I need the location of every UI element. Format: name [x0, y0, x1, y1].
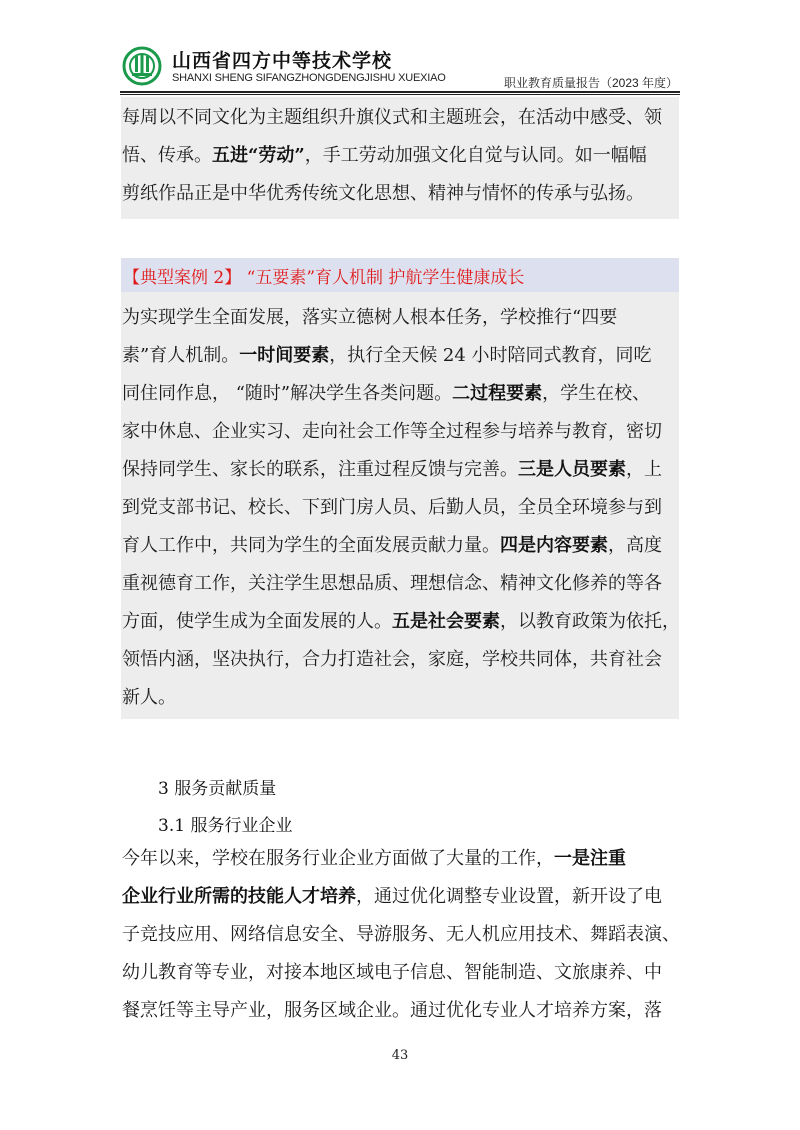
header-divider-thin	[120, 94, 680, 95]
text-line	[122, 106, 662, 130]
case-title: 【典型案例 2】 “五要素”育人机制 护航学生健康成长	[123, 268, 525, 288]
plain-text: ，上	[626, 459, 662, 480]
section-heading: 3 服务贡献质量	[158, 779, 277, 799]
plain-text: 剪纸作品正是中华优秀传统文化思想、精神与情怀的传承与弘扬。	[122, 183, 644, 204]
plain-text: ，学生在校、	[542, 383, 651, 404]
text-line	[122, 496, 662, 520]
plain-text: 悟、传承。	[122, 145, 212, 166]
plain-text: 同住同作息， “随时”解决学生各类问题。	[122, 383, 453, 404]
plain-text: 重视德育工作，关注学生思想品质、理想信念、精神文化修养的等各	[122, 573, 662, 594]
plain-text: 方面，使学生成为全面发展的人。	[122, 611, 392, 632]
emphasis-text: 五是社会要素	[392, 611, 500, 632]
text-line	[122, 344, 652, 368]
text-line	[122, 306, 617, 330]
text-line	[122, 534, 662, 558]
emphasis-text: 一时间要素	[239, 345, 330, 366]
plain-text: 幼儿教育等专业，对接本地区域电子信息、智能制造、文旅康养、中	[122, 962, 662, 983]
text-line	[122, 420, 662, 444]
text-line	[122, 610, 680, 634]
emphasis-text: 四是内容要素	[500, 535, 608, 556]
school-logo-icon	[122, 46, 162, 86]
plain-text: 为实现学生全面发展，落实立德树人根本任务，学校推行“四要	[122, 307, 618, 328]
text-line	[122, 648, 662, 672]
emphasis-text: 三是人员要素	[518, 459, 626, 480]
plain-text: 保持同学生、家长的联系，注重过程反馈与完善。	[122, 459, 518, 480]
text-line	[122, 686, 176, 710]
plain-text: 餐烹饪等主导产业，服务区域企业。通过优化专业人才培养方案，落	[122, 1000, 662, 1021]
text-line	[122, 458, 662, 482]
plain-text: 子竞技应用、网络信息安全、导游服务、无人机应用技术、舞蹈表演、	[122, 924, 680, 945]
section-subheading: 3.1 服务行业企业	[158, 816, 293, 836]
header-divider	[120, 91, 680, 93]
plain-text: 领悟内涵，坚决执行，合力打造社会，家庭，学校共同体，共育社会	[122, 649, 662, 670]
report-title: 职业教育质量报告（2023 年度）	[503, 76, 678, 90]
emphasis-text: 五进“劳动”	[212, 145, 305, 166]
emphasis-text: 二过程要素	[452, 383, 543, 404]
plain-text: 新人。	[122, 687, 176, 708]
plain-text: ，执行全天候 24 小时陪同式教育，同吃	[329, 345, 652, 366]
plain-text: 到党支部书记、校长、下到门房人员、后勤人员，全员全环境参与到	[122, 497, 662, 518]
page-number: 43	[391, 1048, 409, 1063]
plain-text: 家中休息、企业实习、走向社会工作等全过程参与培养与教育，密切	[122, 421, 662, 442]
plain-text: 育人工作中，共同为学生的全面发展贡献力量。	[122, 535, 500, 556]
text-line	[122, 999, 662, 1023]
page-header	[120, 40, 680, 90]
plain-text: ，手工劳动加强文化自觉与认同。如一幅幅	[304, 145, 647, 166]
text-line	[122, 885, 662, 909]
text-line	[122, 961, 662, 985]
emphasis-text: 企业行业所需的技能人才培养	[122, 886, 356, 907]
school-name-cn: 山西省四方中等技术学校	[172, 50, 393, 72]
school-name-en: SHANXI SHENG SIFANGZHONGDENGJISHU XUEXIAO	[172, 72, 446, 84]
text-line	[122, 144, 647, 168]
plain-text: 今年以来，学校在服务行业企业方面做了大量的工作，	[122, 848, 554, 869]
plain-text: 每周以不同文化为主题组织升旗仪式和主题班会，在活动中感受、领	[122, 107, 662, 128]
plain-text: ，高度	[608, 535, 662, 556]
text-line	[122, 182, 644, 206]
text-line	[122, 847, 626, 871]
text-line	[122, 382, 650, 406]
plain-text: ，以教育政策为依托，	[500, 611, 680, 632]
text-line	[122, 923, 680, 947]
plain-text: 素”育人机制。	[122, 345, 240, 366]
emphasis-text: 一是注重	[554, 848, 626, 869]
plain-text: ，通过优化调整专业设置，新开设了电	[356, 886, 662, 907]
text-line	[122, 572, 662, 596]
